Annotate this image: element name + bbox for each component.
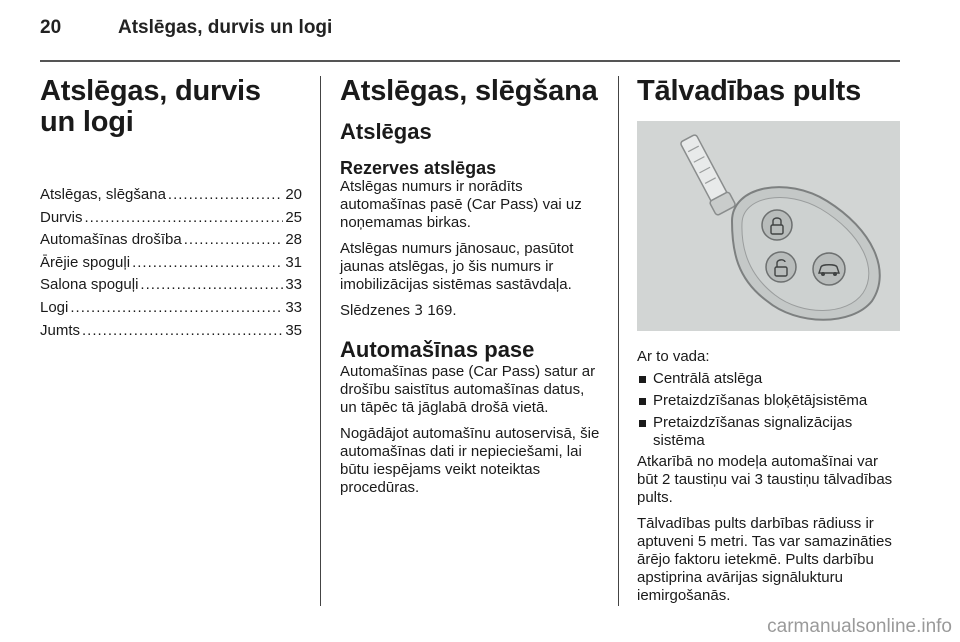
toc-entry-page: 33 xyxy=(285,276,302,294)
toc-entry-page: 35 xyxy=(285,321,302,339)
spare-keys-paragraph-1: Atslēgas numurs ir norādīts automašīnas pasē (Car Pass) vai uz noņemamas birkas. xyxy=(340,178,582,231)
page-number: 20 xyxy=(40,17,62,38)
remote-key-fob-icon xyxy=(637,121,900,331)
toc-leader-dots xyxy=(70,297,283,320)
toc-entry-label: Salona spoguļi xyxy=(40,276,139,294)
remote-paragraph-1: Atkarībā no modeļa automašīnai var būt 2 taustiņu vai 3 taustiņu tālvadības pults. xyxy=(637,453,893,506)
toc-leader-dots xyxy=(85,207,284,230)
car-pass-paragraph-2: Nogādājot automašīnu autoservisā, šie automašīnas dati ir nepieciešami, lai būtu iespējams veikt noteiktas procedūras. xyxy=(340,425,600,496)
toc-entry-page: 20 xyxy=(285,186,302,203)
bullet-square-icon xyxy=(639,398,646,405)
header-title: Atslēgas, durvis un logi xyxy=(118,17,333,38)
column-remote xyxy=(637,76,900,605)
heading-spare-keys: Rezerves atslēgas xyxy=(340,158,497,178)
toc-entry-label: Atslēgas, slēgšana xyxy=(40,186,166,203)
spare-keys-paragraph-2: Atslēgas numurs jānosauc, pasūtot jaunas atslēgas, jo šis numurs ir imobilizācijas sistēmas sastāvdaļa. xyxy=(340,240,574,293)
section-title-keys-locking: Atslēgas, slēgšana xyxy=(340,75,598,107)
toc-entry[interactable] xyxy=(40,274,302,297)
toc-leader-dots xyxy=(184,229,284,252)
toc-entry[interactable] xyxy=(40,297,302,320)
toc-entry[interactable] xyxy=(40,184,302,207)
page-header xyxy=(40,17,900,47)
toc-entry[interactable] xyxy=(40,229,302,252)
toc-leader-dots xyxy=(82,320,283,343)
toc-leader-dots xyxy=(140,274,283,297)
list-item: Centrālā atslēga xyxy=(637,370,900,388)
column-keys xyxy=(340,76,602,497)
list-item: Pretaizdzīšanas bloķētājsistēma xyxy=(637,392,900,410)
table-of-contents xyxy=(40,184,302,342)
watermark: carmanualsonline.info xyxy=(767,616,952,637)
heading-car-pass: Automašīnas pase xyxy=(340,337,535,362)
toc-entry-label: Durvis xyxy=(40,208,83,226)
subsection-title-keys: Atslēgas xyxy=(340,119,432,144)
car-pass-paragraph-1: Automašīnas pase (Car Pass) satur ar drošību saistītus automašīnas datus, un tāpēc tā jāglabā drošā vietā. xyxy=(340,363,596,416)
toc-entry[interactable] xyxy=(40,320,302,343)
toc-entry-page: 33 xyxy=(285,298,302,316)
toc-leader-dots xyxy=(168,184,283,207)
bullet-square-icon xyxy=(639,420,646,427)
toc-entry-page: 31 xyxy=(285,253,302,271)
toc-entry-label: Ārējie spoguļi xyxy=(40,253,131,271)
list-item: Pretaizdzīšanas signalizācijas sistēma xyxy=(637,414,900,450)
remote-intro: Ar to vada: xyxy=(637,348,710,365)
chapter-title: Atslēgas, durvis un logi xyxy=(40,75,261,138)
toc-entry[interactable] xyxy=(40,207,302,230)
remote-paragraph-2: Tālvadības pults darbības rādiuss ir aptuveni 5 metri. Tas var samazināties ārējo faktoru ietekmē. Pults darbību apstiprina avārijas signālukturu iemirgošanās. xyxy=(637,515,892,604)
column-divider-1 xyxy=(320,76,321,606)
column-toc xyxy=(40,76,302,342)
page-reference-arrow-icon: 3 xyxy=(414,303,424,319)
toc-entry-label: Jumts xyxy=(40,321,81,339)
section-title-remote-control: Tālvadības pults xyxy=(637,75,862,107)
toc-entry-label: Logi xyxy=(40,298,69,316)
spare-keys-reference xyxy=(340,302,602,320)
toc-entry[interactable] xyxy=(40,252,302,275)
header-rule xyxy=(40,60,900,62)
reference-page: 169. xyxy=(427,302,457,319)
toc-entry-label: Automašīnas drošība xyxy=(40,231,182,249)
toc-entry-page: 25 xyxy=(285,208,302,226)
column-divider-2 xyxy=(618,76,619,606)
remote-key-image xyxy=(637,121,900,331)
bullet-square-icon xyxy=(639,376,646,383)
toc-leader-dots xyxy=(132,252,283,275)
toc-entry-page: 28 xyxy=(285,231,302,249)
remote-functions-list xyxy=(637,370,900,450)
reference-text: Slēdzenes xyxy=(340,302,411,319)
